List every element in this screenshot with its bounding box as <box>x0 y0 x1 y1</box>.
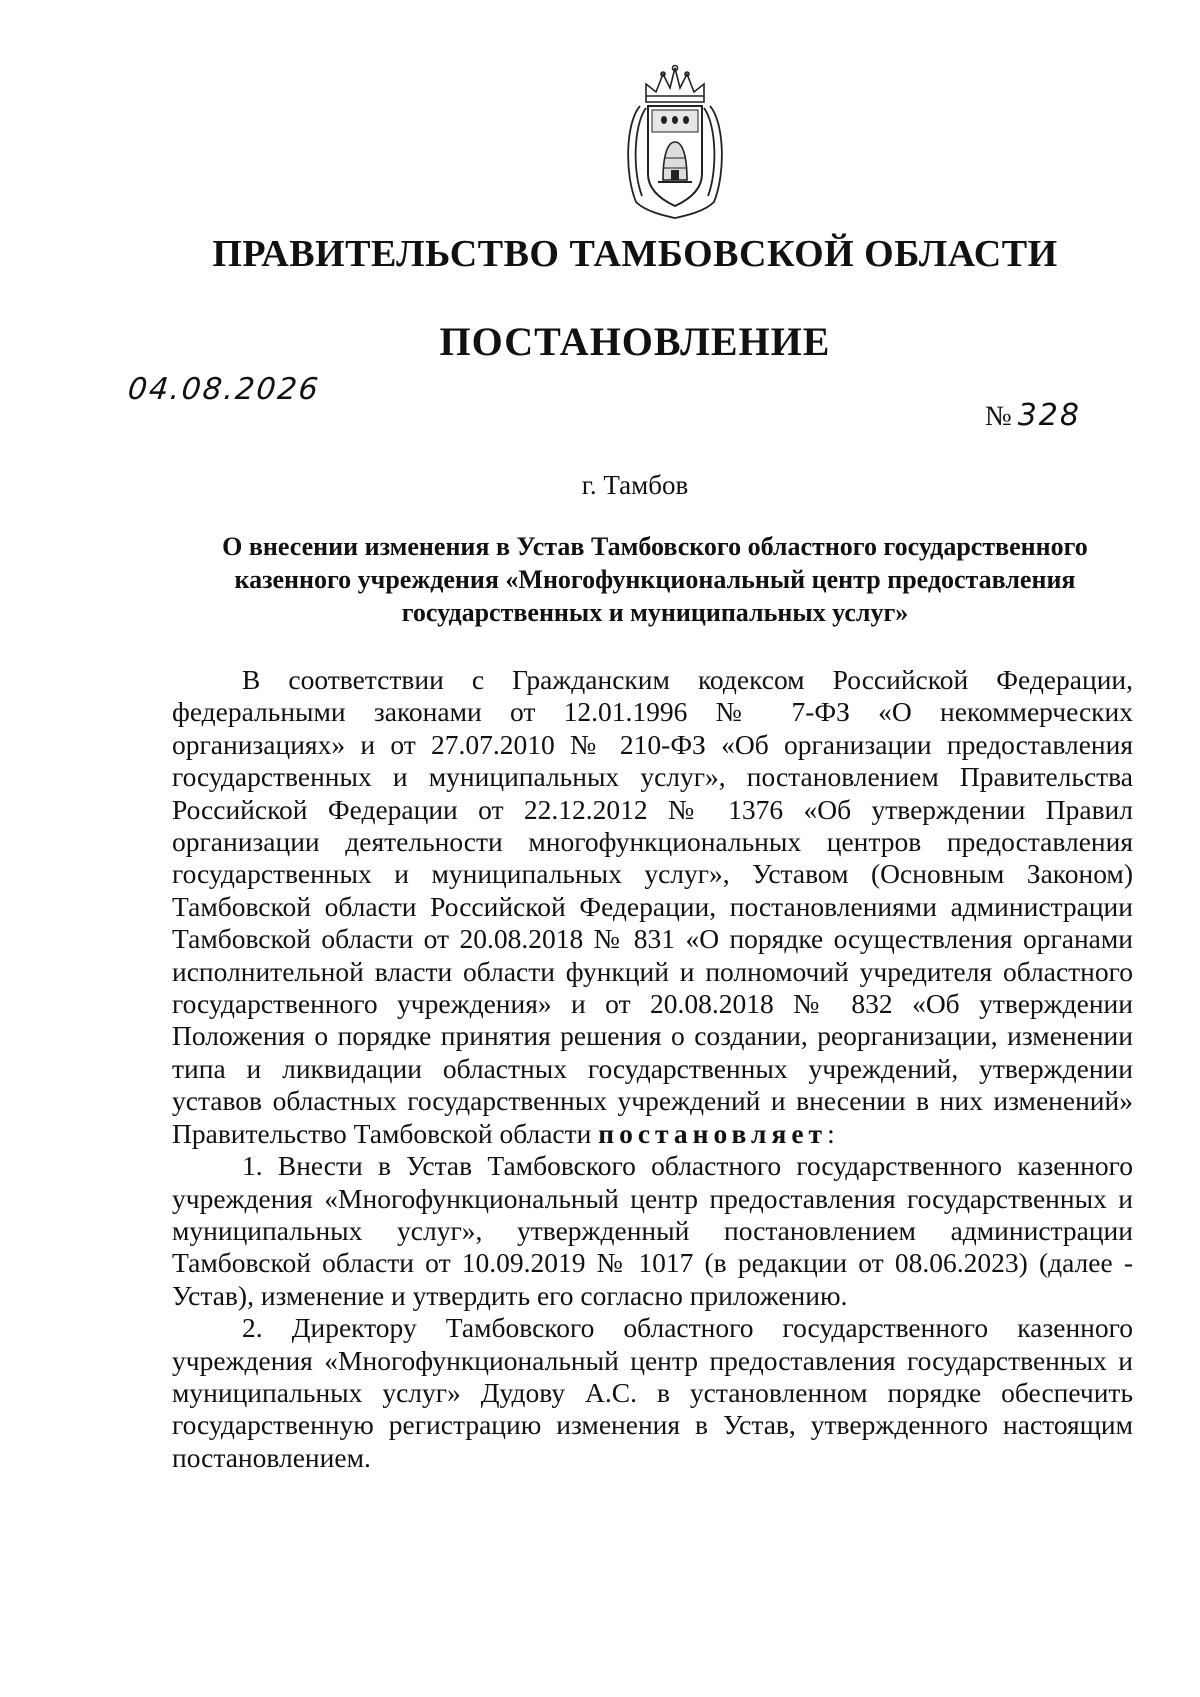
clause-2: 2. Директору Тамбовского областного государственного казенного учреждения «Многофункциональный центр предоставления государственных и муниципальных услуг» Дудову А.С. в установленном порядке обеспечить государственную регистрацию изменения в Устав, утвержденного настоящим постановлением. <box>172 1312 1133 1473</box>
document-number-line <box>985 398 1081 433</box>
resolves-punctuation: : <box>827 1117 835 1149</box>
preamble-paragraph <box>172 664 1133 1150</box>
document-number: 328 <box>1017 398 1081 433</box>
document-subject: О внесении изменения в Устав Тамбовского областного государственного казенного учреждения «Многофункциональный центр предоставления государственных и муниципальных услуг» <box>222 532 1088 627</box>
tambov-coat-of-arms-emblem <box>616 62 734 220</box>
number-sign: № <box>985 401 1012 432</box>
preamble-text: В соответствии с Гражданским кодексом Российской Федерации, федеральными законами от 12.01.1996 № 7-ФЗ «О некоммерческих организациях» и от 27.07.2010 № 210-ФЗ «Об организации предоставления государственных и муниципальных услуг», постановлением Правительства Российской Федерации от 22.12.2012 № 1376 «Об утверждении Правил организации деятельности многофункциональных центров предоставления государственных и муниципальных услуг», Уставом (Основным Законом) Тамбовской области Российской Федерации, постановлениями администрации Тамбовской области от 20.08.2018 № 831 «О порядке осуществления органами исполнительной власти области функций и полномочий учредителя областного государственного учреждения» и от 20.08.2018 № 832 «Об утверждении Положения о порядке принятия решения о создании, реорганизации, изменении типа и ликвидации областных государственных учреждений, утверждении уставов областных государственных учреждений и внесении в них изменений» Правительство Тамбовской области <box>172 664 1133 1149</box>
document-type-heading: ПОСТАНОВЛЕНИЕ <box>439 319 831 364</box>
clause-1: 1. Внести в Устав Тамбовского областного государственного казенного учреждения «Многофункциональный центр предоставления государственных и муниципальных услуг», утвержденный постановлением администрации Тамбовской области от 10.09.2019 № 1017 (в редакции от 08.06.2023) (далее - Устав), изменение и утвердить его согласно приложению. <box>172 1150 1133 1311</box>
city-of-issue: г. Тамбов <box>581 470 689 500</box>
government-title: ПРАВИТЕЛЬСТВО ТАМБОВСКОЙ ОБЛАСТИ <box>212 233 1058 275</box>
document-body <box>172 664 1133 1474</box>
resolves-word: постановляет <box>598 1117 828 1149</box>
document-date: 04.08.2026 <box>126 372 322 407</box>
